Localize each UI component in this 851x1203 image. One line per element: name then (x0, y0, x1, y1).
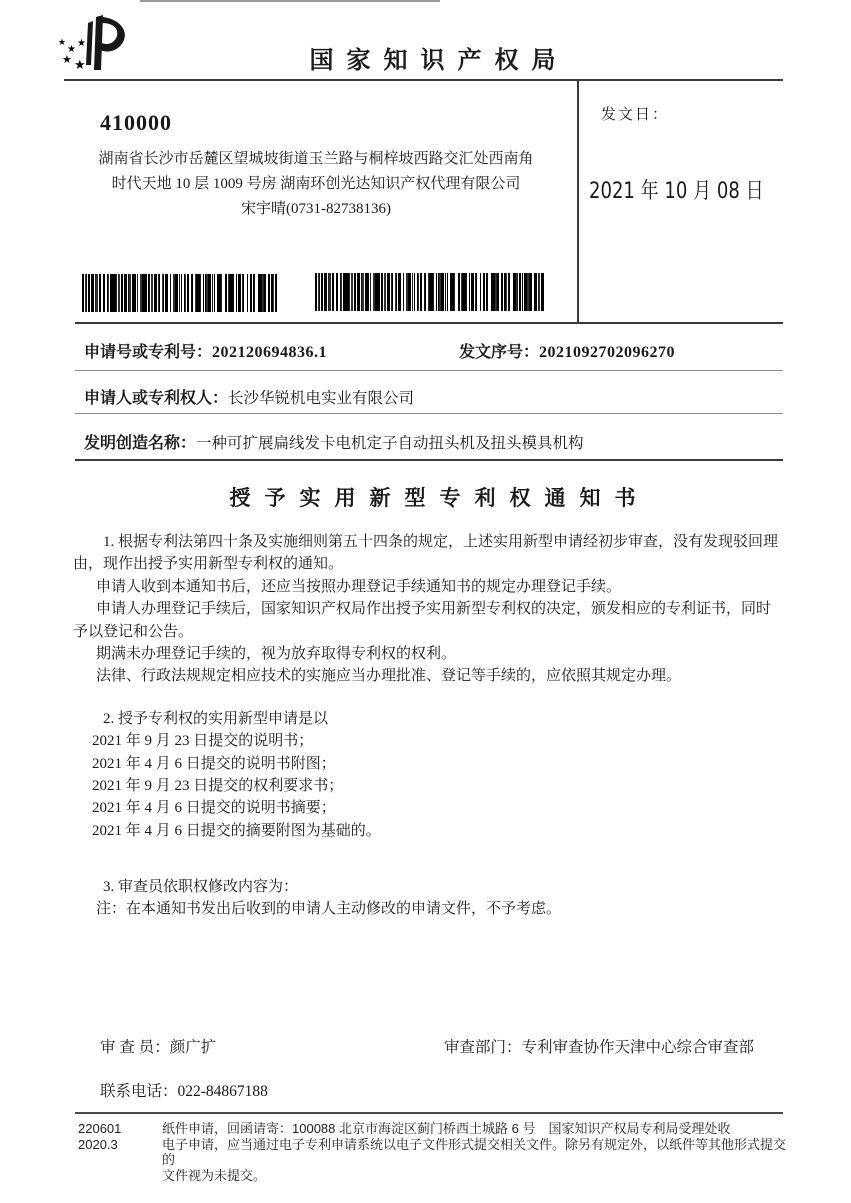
scan-artifact (140, 0, 440, 2)
invention-title-label: 发明创造名称： (84, 435, 197, 452)
footer-line: 文件视为未提交。 (162, 1167, 267, 1183)
department-name: 专利审查协作天津中心综合审查部 (521, 1039, 755, 1056)
star-icon: ★ (67, 44, 76, 55)
footer-line: 纸件申请，回函请寄：100088 北京市海淀区蓟门桥西土城路 6 号 国家知识产权局专利局受理处收 (162, 1121, 731, 1136)
body-line: 予以登记和公告。 (73, 623, 194, 640)
row-divider (75, 413, 783, 414)
body-line: 由，现作出授予实用新型专利权的通知。 (73, 556, 344, 573)
footer-rule (75, 1112, 783, 1114)
body-line: 申请人收到本通知书后，还应当按照办理登记手续通知书的规定办理登记手续。 (96, 578, 622, 595)
row-divider (75, 370, 783, 371)
date-box-divider (577, 79, 579, 324)
section-rule (75, 459, 783, 461)
serial-number-label: 发文序号： (459, 344, 540, 361)
body-line: 2021 年 9 月 23 日提交的权利要求书； (92, 777, 344, 794)
body-line: 注：在本通知书发出后收到的申请人主动修改的申请文件，不予考虑。 (96, 901, 562, 918)
body-line: 2. 授予专利权的实用新型申请是以 (103, 710, 329, 727)
header-rule (64, 79, 783, 81)
footer-line: 电子申请，应当通过电子专利申请系统以电子文件形式提交相关文件。除另有规定外，以纸件等其他形式提交的 (162, 1136, 787, 1167)
star-icon: ★ (58, 37, 67, 47)
body-line: 法律、行政法规规定相应技术的实施应当办理批准、登记等手续的，应依照其规定办理。 (96, 668, 682, 685)
body-line: 申请人办理登记手续后，国家知识产权局作出授予实用新型专利权的决定，颁发相应的专利证书，同时 (96, 601, 772, 618)
agency-title: 国家知识产权局 (309, 47, 569, 74)
dispatch-date-label: 发文日： (601, 107, 670, 123)
invention-title-value: 一种可扩展扁线发卡电机定子自动扭头机及扭头模具机构 (196, 435, 584, 452)
form-version: 2020.3 (78, 1136, 118, 1152)
address-line-2: 时代天地 10 层 1009 号房 湖南环创光达知识产权代理有限公司 (111, 176, 521, 192)
body-line: 1. 根据专利法第四十条及实施细则第五十四条的规定，上述实用新型申请经初步审查，没有发现驳回理 (103, 534, 779, 550)
postal-code: 410000 (100, 110, 172, 135)
dispatch-date-value: 2021 年 10 月 08 日 (589, 179, 764, 204)
applicant-label: 申请人或专利权人： (84, 390, 229, 407)
applicant-field (84, 385, 414, 408)
form-code: 220601 (78, 1121, 122, 1136)
notice-body (73, 531, 793, 921)
invention-title-field (84, 430, 584, 453)
body-line: 3. 审查员依职权修改内容为： (103, 879, 299, 896)
phone-label: 联系电话： (100, 1083, 178, 1100)
body-line: 2021 年 4 月 6 日提交的摘要附图为基础的。 (92, 822, 381, 839)
phone-field (100, 1079, 268, 1101)
application-number-value: 202120694836.1 (212, 344, 328, 361)
department-field (444, 1035, 754, 1057)
barcode (315, 273, 545, 311)
star-icon: ★ (74, 57, 86, 72)
notice-title: 授予实用新型专利权通知书 (229, 487, 650, 510)
address-line-1: 湖南省长沙市岳麓区望城坡街道玉兰路与桐梓坡西路交汇处西南角 (98, 151, 534, 167)
phone-number: 022-84867188 (177, 1083, 268, 1100)
body-line: 2021 年 4 月 6 日提交的说明书附图； (92, 755, 336, 772)
section-rule (75, 322, 783, 324)
examiner-name: 颜广扩 (169, 1039, 217, 1056)
address-recipient: 宋宇晴(0731-82738136) (241, 201, 391, 217)
star-icon: ★ (77, 38, 86, 49)
serial-number-field (459, 339, 675, 362)
mail-address-block (75, 110, 557, 222)
body-line: 2021 年 9 月 23 日提交的说明书； (92, 733, 314, 750)
applicant-value: 长沙华锐机电实业有限公司 (228, 390, 415, 407)
barcode (82, 274, 278, 312)
application-number-field (84, 339, 327, 362)
serial-number-value: 2021092702096270 (539, 344, 676, 361)
body-line: 期满未办理登记手续的，视为放弃取得专利权的权利。 (96, 645, 457, 662)
star-icon: ★ (62, 54, 72, 66)
form-code-block (78, 1121, 121, 1152)
body-line: 2021 年 4 月 6 日提交的说明书摘要； (92, 800, 336, 817)
examiner-field (100, 1035, 216, 1057)
footer-note (162, 1121, 790, 1183)
department-label: 审查部门： (444, 1039, 522, 1056)
examiner-label: 审 查 员： (100, 1039, 170, 1056)
application-number-label: 申请号或专利号： (84, 344, 213, 361)
